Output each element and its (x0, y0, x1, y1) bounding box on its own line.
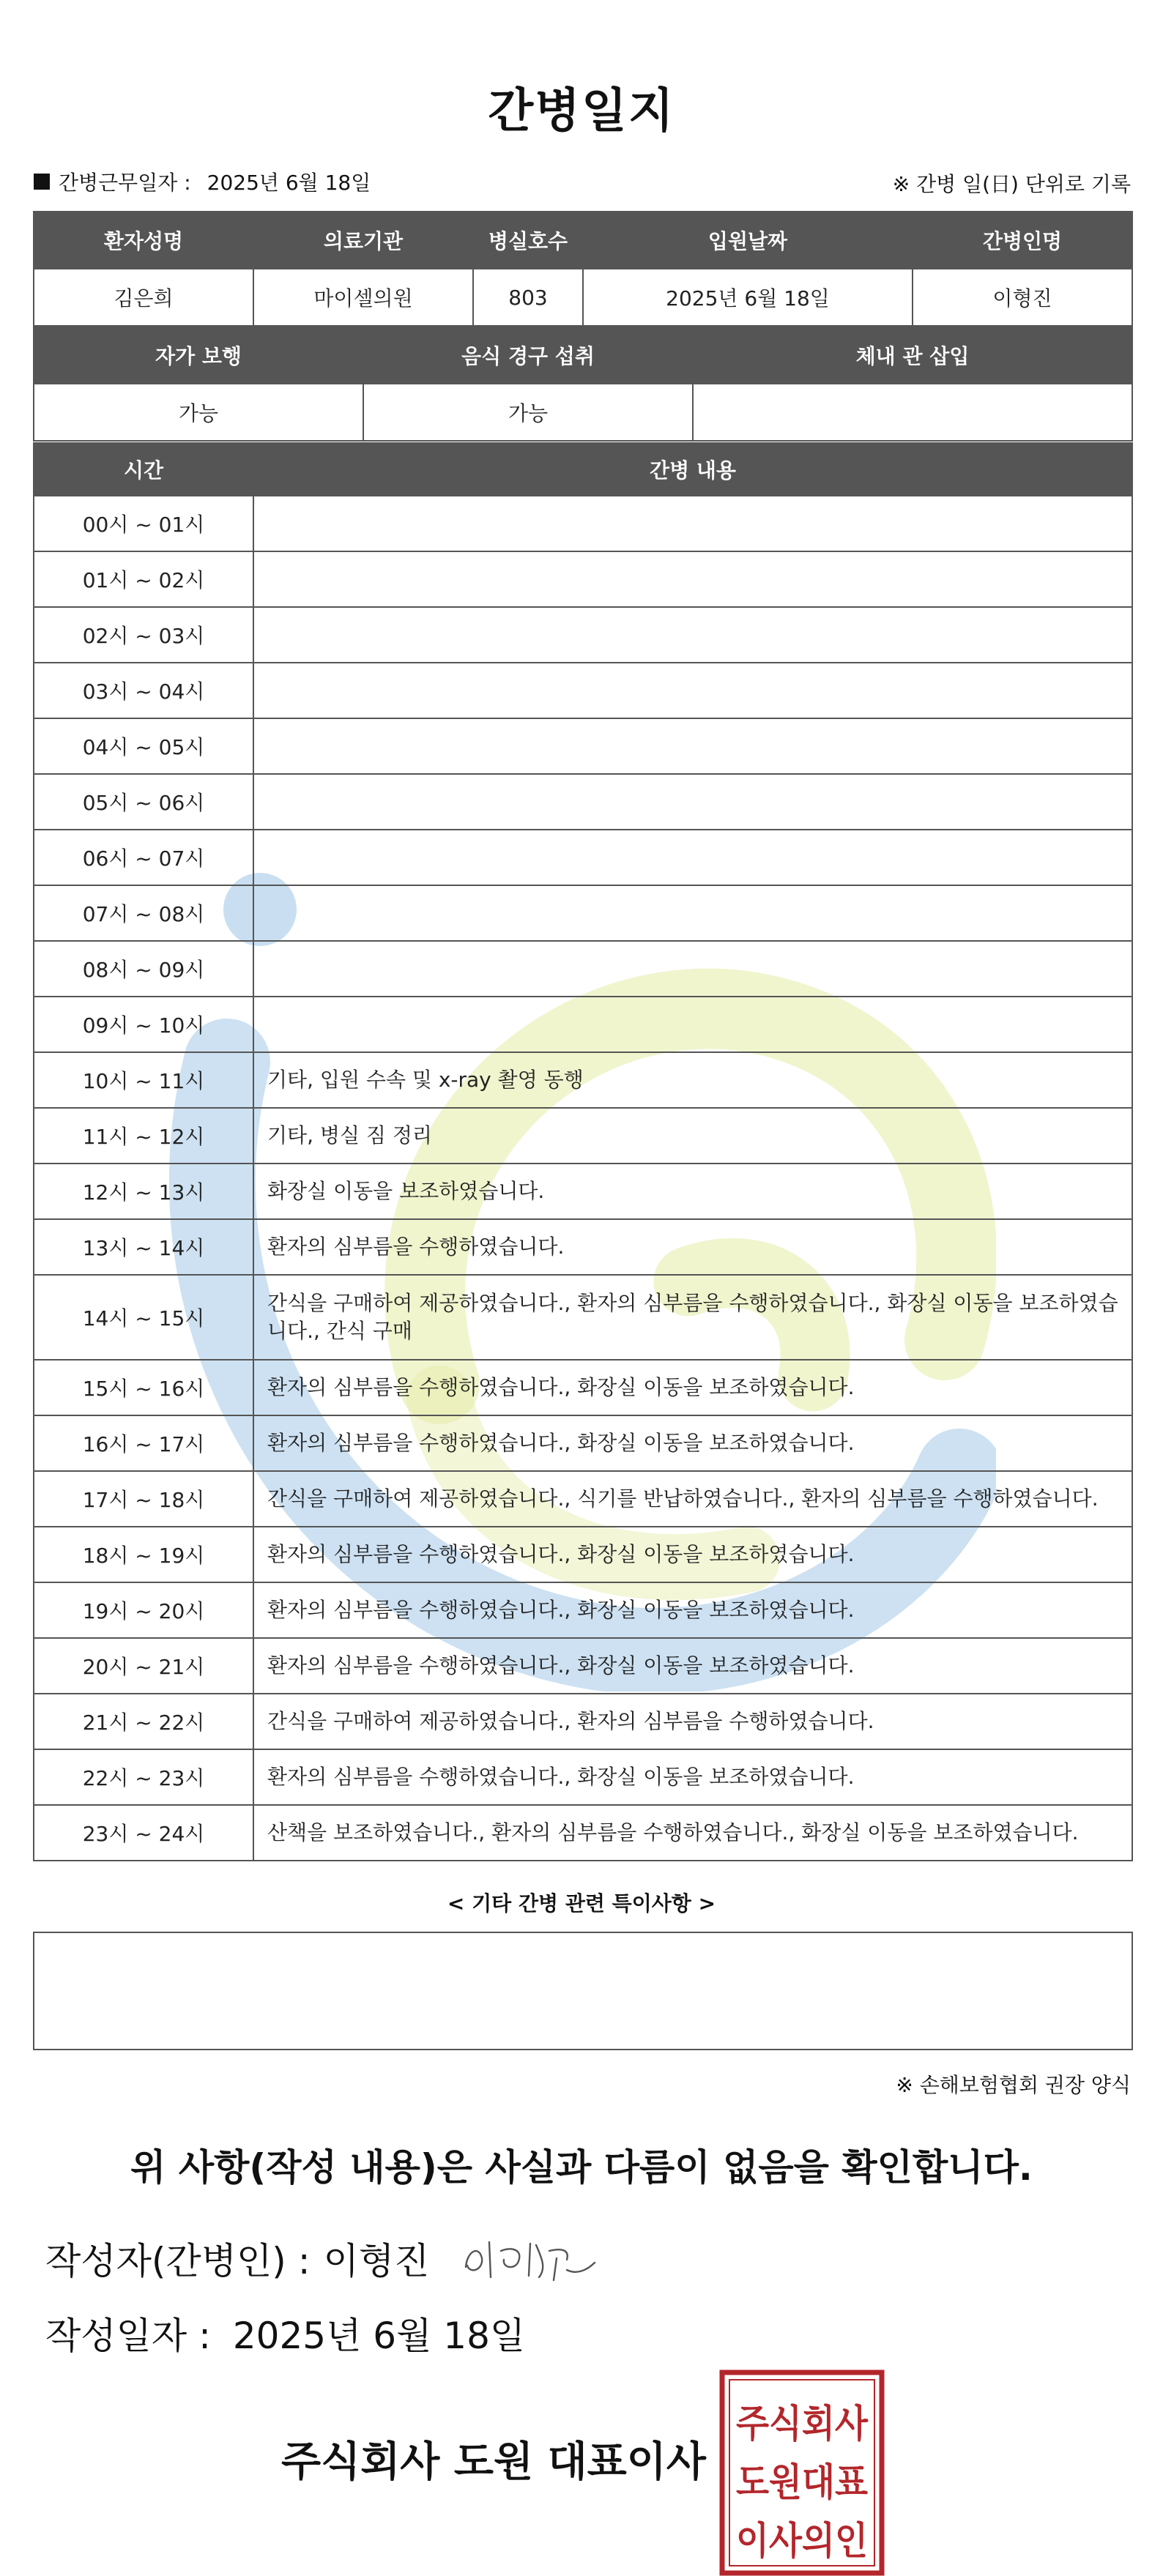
log-content-cell: 간식을 구매하여 제공하였습니다., 식기를 반납하였습니다., 환자의 심부름을 수행하였습니다. (253, 1471, 1132, 1527)
log-time-cell: 07시 ~ 08시 (34, 885, 253, 941)
seal-text-line-1: 주식회사 (736, 2402, 869, 2446)
log-row (34, 551, 1132, 607)
status-header-row (34, 327, 1132, 384)
log-content-cell (253, 885, 1132, 941)
log-content-cell: 환자의 심부름을 수행하였습니다., 화장실 이동을 보조하였습니다. (253, 1360, 1132, 1415)
log-content-cell (253, 551, 1132, 607)
log-content-cell (253, 941, 1132, 997)
header-self-walking: 자가 보행 (34, 327, 363, 384)
log-row (34, 1582, 1132, 1638)
work-date (34, 167, 371, 196)
log-content-cell: 기타, 병실 짐 정리 (253, 1108, 1132, 1164)
log-time-cell: 22시 ~ 23시 (34, 1749, 253, 1805)
log-row (34, 1275, 1132, 1360)
hospital-name: 마이셀의원 (253, 269, 473, 326)
log-content-cell (253, 830, 1132, 885)
log-time-cell: 08시 ~ 09시 (34, 941, 253, 997)
log-content-cell (253, 997, 1132, 1052)
log-time-cell: 01시 ~ 02시 (34, 551, 253, 607)
log-content-cell (253, 774, 1132, 830)
header-oral-intake: 음식 경구 섭취 (363, 327, 693, 384)
log-time-cell: 10시 ~ 11시 (34, 1052, 253, 1108)
oral-intake-value: 가능 (363, 384, 693, 441)
log-row (34, 830, 1132, 885)
patient-status-table (33, 326, 1133, 442)
log-row (34, 1694, 1132, 1749)
tube-insertion-value (693, 384, 1132, 441)
log-time-cell: 02시 ~ 03시 (34, 607, 253, 663)
log-row (34, 1360, 1132, 1415)
log-row (34, 1052, 1132, 1108)
written-date-label: 작성일자 : (45, 2315, 211, 2357)
patient-info-table (33, 211, 1133, 327)
log-time-cell: 04시 ~ 05시 (34, 718, 253, 774)
handwritten-signature (460, 2229, 599, 2287)
log-content-cell: 환자의 심부름을 수행하였습니다. (253, 1219, 1132, 1275)
writer-name: 이형진 (323, 2240, 430, 2282)
header-tube-insertion: 체내 관 삽입 (693, 327, 1132, 384)
log-content-cell (253, 496, 1132, 551)
log-row (34, 1805, 1132, 1861)
log-row (34, 1749, 1132, 1805)
log-content-cell: 간식을 구매하여 제공하였습니다., 환자의 심부름을 수행하였습니다. (253, 1694, 1132, 1749)
seal-text-line-2: 도원대표 (736, 2461, 868, 2505)
log-row (34, 1638, 1132, 1694)
self-walking-value: 가능 (34, 384, 363, 441)
log-content-cell: 화장실 이동을 보조하였습니다. (253, 1164, 1132, 1219)
company-representative: 주식회사 도원 대표이사 (281, 2438, 706, 2486)
patient-info-header-row (34, 212, 1132, 269)
log-time-cell: 20시 ~ 21시 (34, 1638, 253, 1694)
log-time-cell: 12시 ~ 13시 (34, 1164, 253, 1219)
log-content-cell: 환자의 심부름을 수행하였습니다., 화장실 이동을 보조하였습니다. (253, 1638, 1132, 1694)
log-content-cell: 환자의 심부름을 수행하였습니다., 화장실 이동을 보조하였습니다. (253, 1527, 1132, 1582)
log-content-cell: 환자의 심부름을 수행하였습니다., 화장실 이동을 보조하였습니다. (253, 1582, 1132, 1638)
header-care-content: 간병 내용 (253, 443, 1132, 496)
header-patient-name: 환자성명 (34, 212, 253, 269)
log-row (34, 1471, 1132, 1527)
hourly-care-log-table (33, 442, 1133, 1861)
log-time-cell: 13시 ~ 14시 (34, 1219, 253, 1275)
log-content-cell: 환자의 심부름을 수행하였습니다., 화장실 이동을 보조하였습니다. (253, 1415, 1132, 1471)
unit-note: ※ 간병 일(日) 단위로 기록 (892, 172, 1131, 196)
writer-label: 작성자(간병인) : (45, 2240, 311, 2282)
log-header-row (34, 443, 1132, 496)
log-row (34, 663, 1132, 718)
signature-strokes (466, 2242, 595, 2280)
log-time-cell: 21시 ~ 22시 (34, 1694, 253, 1749)
log-time-cell: 09시 ~ 10시 (34, 997, 253, 1052)
log-row (34, 997, 1132, 1052)
log-time-cell: 06시 ~ 07시 (34, 830, 253, 885)
seal-text-line-3: 이사의인 (736, 2520, 868, 2564)
log-time-cell: 17시 ~ 18시 (34, 1471, 253, 1527)
log-row (34, 941, 1132, 997)
header-time: 시간 (34, 443, 253, 496)
header-caregiver-name: 간병인명 (913, 212, 1132, 269)
log-time-cell: 19시 ~ 20시 (34, 1582, 253, 1638)
log-content-cell: 산책을 보조하였습니다., 환자의 심부름을 수행하였습니다., 화장실 이동을 보조하였습니다. (253, 1805, 1132, 1861)
log-time-cell: 00시 ~ 01시 (34, 496, 253, 551)
log-row (34, 496, 1132, 551)
log-row (34, 1527, 1132, 1582)
document-title: 간병일지 (488, 84, 675, 138)
log-content-cell (253, 718, 1132, 774)
work-date-label: 간병근무일자 : (59, 171, 191, 195)
writer-line (45, 2229, 599, 2287)
log-content-cell (253, 663, 1132, 718)
admission-date: 2025년 6월 18일 (583, 269, 913, 326)
patient-info-value-row (34, 269, 1132, 326)
log-content-cell: 기타, 입원 수속 및 x-ray 촬영 동행 (253, 1052, 1132, 1108)
log-time-cell: 03시 ~ 04시 (34, 663, 253, 718)
notes-title: < 기타 간병 관련 특이사항 > (447, 1891, 716, 1916)
log-time-cell: 16시 ~ 17시 (34, 1415, 253, 1471)
patient-name: 김은희 (34, 269, 253, 326)
header-hospital: 의료기관 (253, 212, 473, 269)
company-seal (719, 2370, 885, 2576)
written-date-line (45, 2307, 525, 2359)
bullet-square-icon (34, 174, 50, 190)
log-row (34, 1108, 1132, 1164)
special-notes-box (33, 1932, 1133, 2050)
log-row (34, 774, 1132, 830)
log-row (34, 1415, 1132, 1471)
log-time-cell: 18시 ~ 19시 (34, 1527, 253, 1582)
header-room-number: 병실호수 (473, 212, 583, 269)
status-value-row (34, 384, 1132, 441)
caregiver-name: 이형진 (913, 269, 1132, 326)
work-date-value: 2025년 6월 18일 (207, 171, 371, 195)
log-row (34, 885, 1132, 941)
log-row (34, 1164, 1132, 1219)
log-time-cell: 14시 ~ 15시 (34, 1275, 253, 1360)
log-row (34, 607, 1132, 663)
room-number: 803 (473, 269, 583, 326)
log-content-cell (253, 607, 1132, 663)
log-time-cell: 05시 ~ 06시 (34, 774, 253, 830)
log-content-cell: 간식을 구매하여 제공하였습니다., 환자의 심부름을 수행하였습니다., 화장실 이동을 보조하였습니다., 간식 구매 (253, 1275, 1132, 1360)
log-row (34, 1219, 1132, 1275)
header-admission-date: 입원날짜 (583, 212, 913, 269)
confirmation-statement: 위 사항(작성 내용)은 사실과 다름이 없음을 확인합니다. (130, 2146, 1033, 2189)
log-row (34, 718, 1132, 774)
written-date-value: 2025년 6월 18일 (232, 2315, 526, 2357)
form-source-note: ※ 손해보험협회 권장 양식 (896, 2073, 1131, 2097)
log-time-cell: 15시 ~ 16시 (34, 1360, 253, 1415)
log-time-cell: 11시 ~ 12시 (34, 1108, 253, 1164)
log-time-cell: 23시 ~ 24시 (34, 1805, 253, 1861)
log-content-cell: 환자의 심부름을 수행하였습니다., 화장실 이동을 보조하였습니다. (253, 1749, 1132, 1805)
